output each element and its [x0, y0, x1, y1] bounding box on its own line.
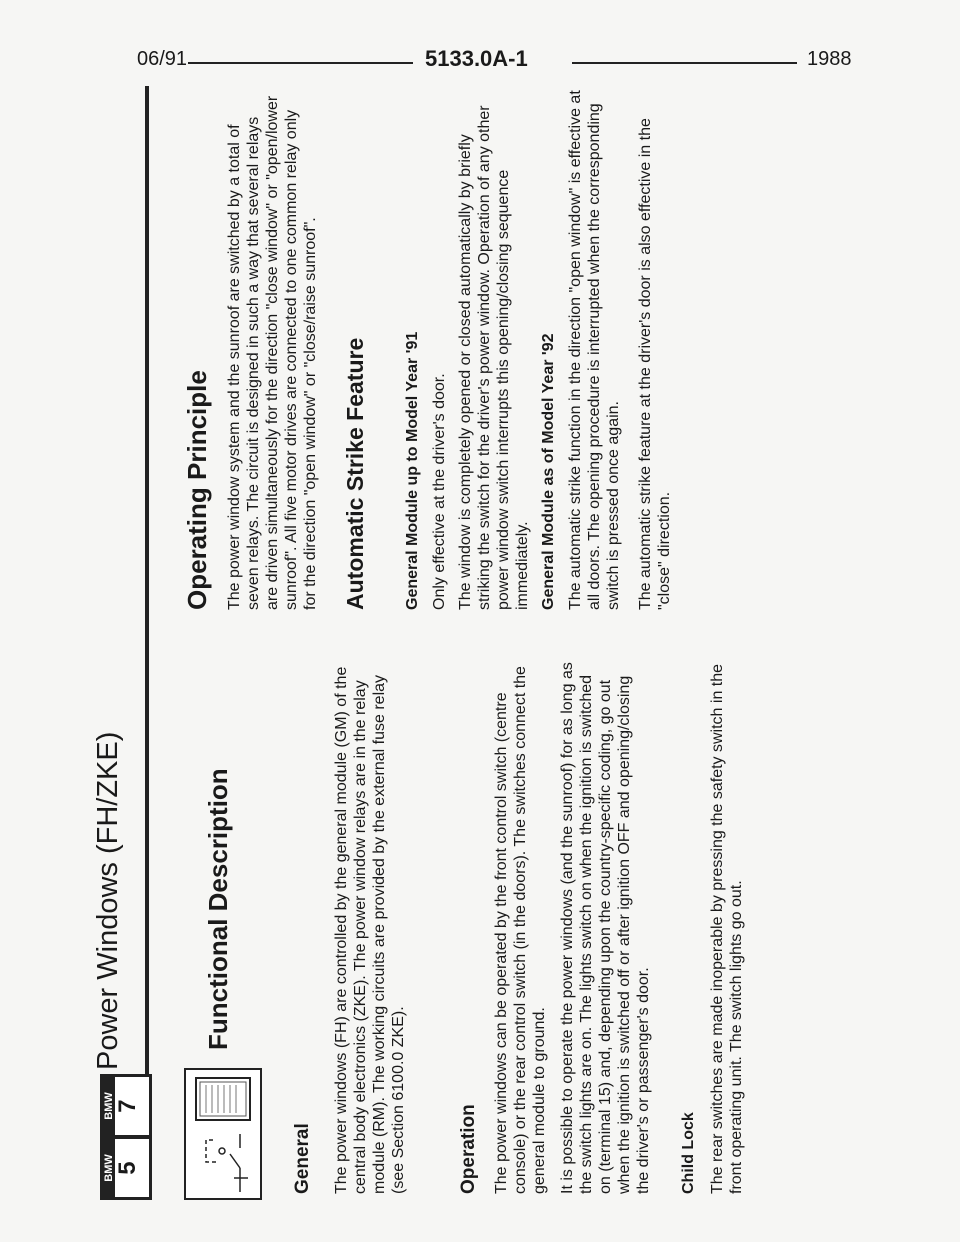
heading-operation: Operation: [458, 1104, 479, 1194]
header-rule-left: [188, 62, 413, 64]
header-date: 06/91: [137, 48, 188, 70]
badge-brand: BMW: [103, 1139, 115, 1197]
operating-principle-body: The power window system and the sunroof are switched by a total of seven relays. The circuit is designed in such a way that several relays are driven simultaneously for the direction "close window" or "open/lower sunroof". All five motor drives are connected to one common relay only for the direction "open window" or "close/raise sunroof".: [226, 95, 319, 610]
badge-brand: BMW: [103, 1077, 115, 1135]
operation-p2: It is possible to operate the power windows (and the sunroof) for as long as the switch lights are on. The lights switch on when the ignition is switched on (terminal 15) and, depending upon the country-specific coding, go out when the ignition is switched off or after ignition OFF and opening/closing the driver's or passenger's door.: [559, 662, 652, 1194]
badge-series-5: [100, 1136, 152, 1200]
heading-general: General: [292, 1123, 313, 1194]
gm-91-p1: Only effective at the driver's door.: [431, 373, 448, 610]
heading-child-lock: Child Lock: [680, 1112, 697, 1194]
badge-series: 5: [114, 1161, 141, 1175]
header-year: 1988: [807, 48, 852, 70]
child-lock-body: The rear switches are made inoperable by pressing the safety switch in the front operating unit. The switch lights go out.: [709, 663, 745, 1194]
heading-automatic-strike: Automatic Strike Feature: [342, 337, 368, 610]
gm-92-p1: The automatic strike function in the direction "open window" is effective at all doors. The opening procedure is interrupted when the corresponding switch is pressed once again.: [567, 90, 622, 610]
gm-91-p2: The window is completely opened or closed automatically by briefly striking the switch for the driver's power window. Operation of any other power window switch interrupts this opening/closing sequence immediately.: [457, 105, 531, 610]
relay-switch-diagram-icon: [184, 1068, 262, 1200]
page-title: Power Windows (FH/ZKE): [92, 731, 124, 1070]
header-rule-right: [572, 62, 797, 64]
general-body: The power windows (FH) are controlled by the general module (GM) of the central body electronics (ZKE). The power window relays are in the relay module (RM). The working circuits are provided by the external fuse relay (see Section 6100.0 ZKE).: [333, 666, 407, 1194]
heading-operating-principle: Operating Principle: [182, 370, 212, 610]
gm-92-p2: The automatic strike feature at the driver's door is also effective in the "close" direction.: [637, 118, 673, 610]
heading-gm-92: General Module as of Model Year '92: [540, 333, 557, 610]
operation-p1: The power windows can be operated by the front control switch (centre console) or the rear control switch (in the doors). The switches connect the general module to ground.: [493, 666, 548, 1194]
heading-gm-91: General Module up to Model Year '91: [404, 331, 421, 610]
section-title-functional: Functional Description: [203, 768, 233, 1050]
header-code: 5133.0A-1: [425, 46, 528, 71]
rotated-page: [88, 90, 908, 1200]
badge-series: 7: [114, 1099, 141, 1113]
badge-series-7: [100, 1074, 152, 1138]
